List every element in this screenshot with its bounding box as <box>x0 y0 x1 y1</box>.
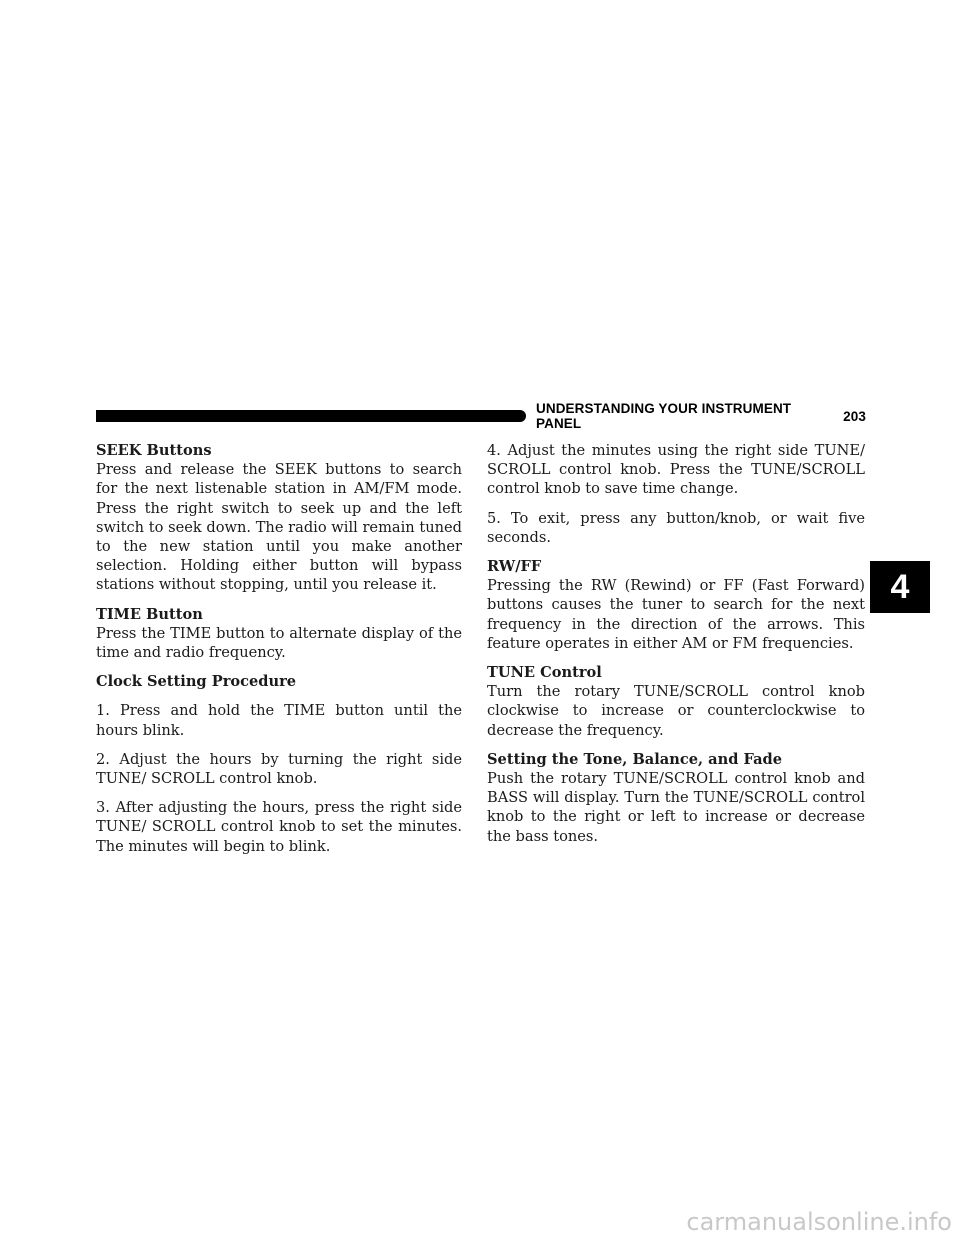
step-1: 1. Press and hold the TIME button until the hours blink. <box>96 702 462 739</box>
watermark: carmanualsonline.info <box>686 1208 952 1236</box>
left-column <box>96 441 462 866</box>
clock-heading-block <box>96 672 462 691</box>
rwff-paragraph: Pressing the RW (Rewind) or FF (Fast Forward) buttons causes the tuner to search for the next frequency in the direction of the arrows. This feature operates in either AM or FM frequencies. <box>487 577 865 652</box>
step-3: 3. After adjusting the hours, press the right side TUNE/ SCROLL control knob to set the minutes. The minutes will begin to blink. <box>96 799 462 855</box>
right-column <box>487 441 865 856</box>
tone-heading: Setting the Tone, Balance, and Fade <box>487 750 783 768</box>
time-paragraph: Press the TIME button to alternate display of the time and radio frequency. <box>96 624 462 662</box>
running-header <box>536 401 866 431</box>
step-3-block <box>96 798 462 856</box>
step-5-block <box>487 509 865 547</box>
section-title: UNDERSTANDING YOUR INSTRUMENT PANEL <box>536 401 792 431</box>
rwff-section <box>487 557 865 653</box>
clock-heading: Clock Setting Procedure <box>96 673 297 691</box>
step-2: 2. Adjust the hours by turning the right side TUNE/ SCROLL control knob. <box>96 750 462 788</box>
tune-section <box>487 663 865 740</box>
tone-section <box>487 750 865 846</box>
step-4-block <box>487 441 865 499</box>
tune-heading: TUNE Control <box>487 664 602 682</box>
tone-paragraph: Push the rotary TUNE/SCROLL control knob and BASS will display. Turn the TUNE/SCROLL control knob to the right or left to increase or decrease the bass tones. <box>487 770 865 845</box>
rwff-heading: RW/FF <box>487 558 542 576</box>
step-4: 4. Adjust the minutes using the right side TUNE/ SCROLL control knob. Press the TUNE/SCROLL control knob to save time change. <box>487 442 865 498</box>
header-rule <box>96 410 526 422</box>
seek-heading: SEEK Buttons <box>96 442 212 459</box>
step-5: 5. To exit, press any button/knob, or wait five seconds. <box>487 509 865 546</box>
page-number: 203 <box>843 408 866 424</box>
seek-paragraph: Press and release the SEEK buttons to search for the next listenable station in AM/FM mode. Press the right switch to seek up and the left switch to seek down. The radio will remain tuned to the new station until you make another selection. Holding either button will bypass stations without stopping, until you release it. <box>96 461 462 594</box>
chapter-tab: 4 <box>870 561 930 613</box>
step-2-block <box>96 750 462 788</box>
tune-paragraph: Turn the rotary TUNE/SCROLL control knob clockwise to increase or counterclockwise to decrease the frequency. <box>487 683 865 739</box>
time-heading: TIME Button <box>96 605 203 623</box>
step-1-block <box>96 701 462 739</box>
time-section <box>96 605 462 663</box>
seek-section <box>96 441 462 595</box>
